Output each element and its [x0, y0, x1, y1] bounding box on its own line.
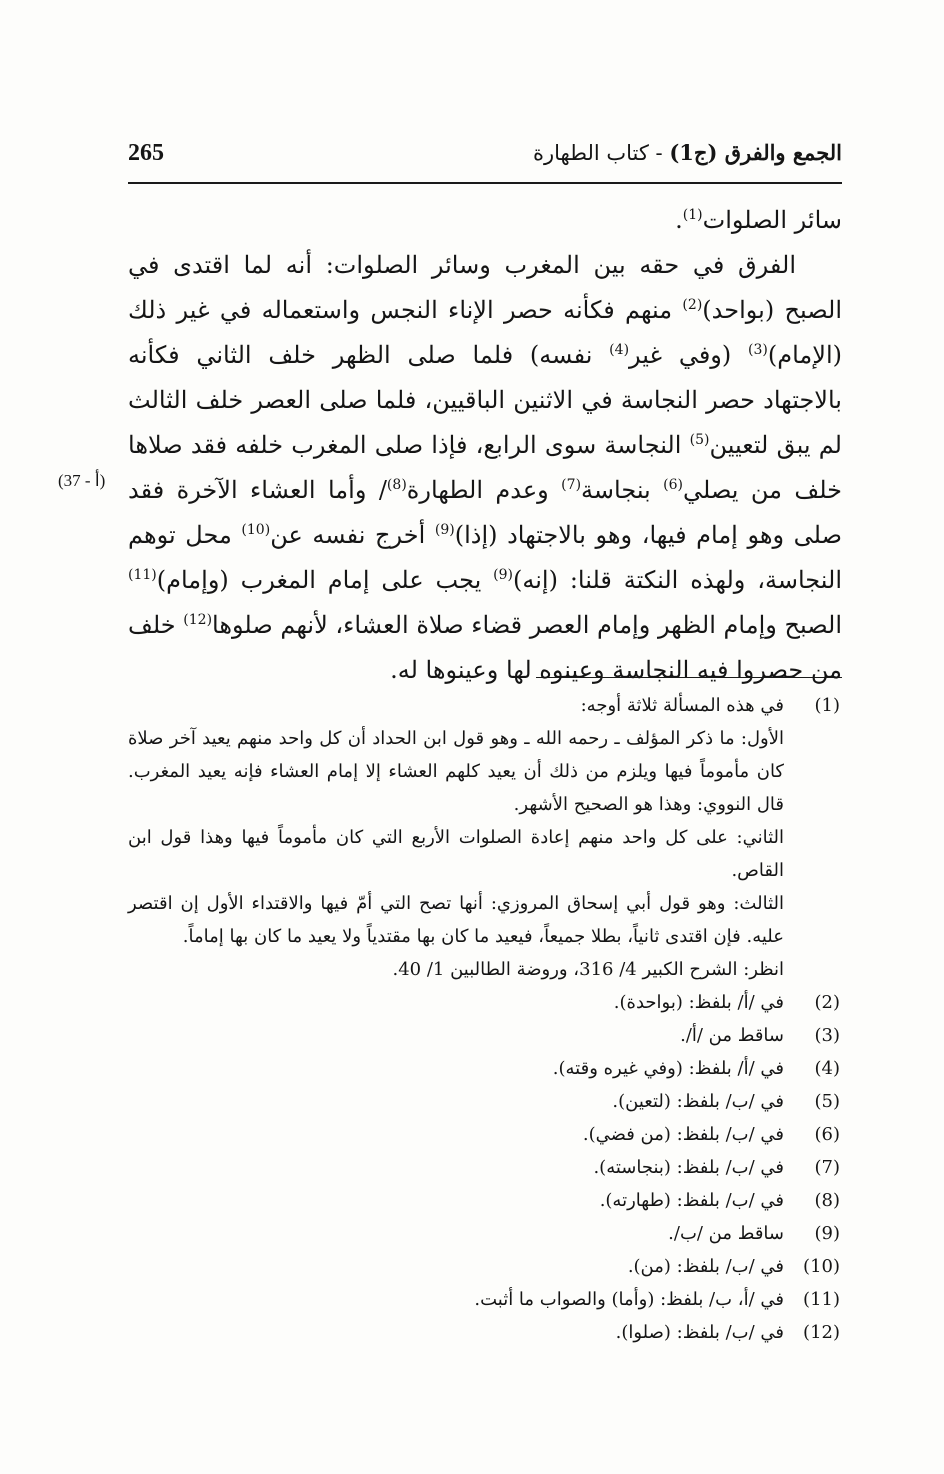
- footnote-2: [128, 986, 842, 1019]
- footnote-text: في /ب/ بلفظ: (لتعين).: [612, 1091, 784, 1112]
- footnote-text: في /أ/ بلفظ: (وفي غيره وقته).: [552, 1058, 784, 1079]
- text-run: سائر الصلوات: [702, 206, 842, 234]
- footnote-ref-9: (9): [434, 522, 455, 538]
- footnote-6: [128, 1118, 842, 1151]
- footnote-ref-12: (12): [183, 612, 213, 628]
- text-run: الفرق في حقه بين المغرب وسائر الصلوات: أنه لما اقتدى في الصبح (بواحد): [128, 251, 842, 324]
- text-run: نفسه) فلما صلى الظهر خلف الثاني فكأنه بالاجتهاد حصر النجاسة في الاثنين الباقيين، فلما صلى العصر خلف الثالث لم يبق لتعيين: [128, 341, 842, 459]
- text-run: بنجاسة: [581, 476, 664, 504]
- book-title: الجمع والفرق (ج1): [669, 140, 842, 165]
- title-separator: -: [648, 141, 670, 165]
- text-run: أخرج نفسه عن: [270, 521, 435, 549]
- footnote-text: في /ب/ بلفظ: (طهارته).: [599, 1190, 784, 1211]
- footnote-ref-6: (6): [663, 477, 683, 493]
- footnote-line: الأول: ما ذكر المؤلف ـ رحمه الله ـ وهو قول ابن الحداد أن كل واحد منهم يعيد آخر صلاة كان مأموماً فيها ويلزم من ذلك أن يعيد كلهم العشاء إلا إمام العشاء فإنه يعيد المغرب. قال النووي: وهذا هو الصحيح الأشهر.: [128, 728, 784, 815]
- footnote-text: في /ب/ بلفظ: (صلوا).: [615, 1322, 784, 1343]
- footnote-text: في /ب/ بلفظ: (من).: [627, 1256, 784, 1277]
- footnotes: [128, 689, 842, 1349]
- footnote-number: (8): [814, 1190, 840, 1211]
- footnote-12: [128, 1316, 842, 1349]
- footnote-ref-9b: (9): [493, 567, 513, 583]
- running-title: [533, 140, 842, 165]
- footnote-1: [128, 689, 842, 986]
- footnote-number: (12): [803, 1322, 840, 1343]
- footnote-text: ساقط من /أ/.: [680, 1025, 784, 1046]
- footnote-ref-1: (1): [682, 207, 703, 223]
- paragraph-1: [128, 198, 842, 243]
- footnote-line: الثاني: على كل واحد منهم إعادة الصلوات الأربع التي كان مأموماً فيها وهذا قول ابن القاص.: [128, 827, 784, 881]
- footnote-ref-2: (2): [682, 297, 703, 313]
- text-run: يجب على إمام المغرب (وإمام): [156, 566, 494, 594]
- footnote-line: انظر: الشرح الكبير 4/ 316، وروضة الطالبين 1/ 40.: [392, 959, 784, 980]
- footnote-ref-7: (7): [561, 477, 582, 493]
- footnote-5: [128, 1085, 842, 1118]
- footnote-number: (3): [814, 1025, 840, 1046]
- main-text: [128, 198, 842, 693]
- footnote-ref-11: (11): [128, 567, 157, 583]
- footnote-number: (4): [814, 1058, 840, 1079]
- footnote-number: (5): [814, 1091, 840, 1112]
- text-run: الصبح وإمام الظهر وإمام العصر قضاء صلاة العشاء، لأنهم صلوها: [212, 611, 842, 639]
- footnote-number: (10): [803, 1256, 840, 1277]
- footnote-3: [128, 1019, 842, 1052]
- footnote-text: في /ب/ بلفظ: (بنجاسته).: [593, 1157, 784, 1178]
- footnote-10: [128, 1250, 842, 1283]
- footnote-ref-10: (10): [241, 522, 271, 538]
- footnote-line: في هذه المسألة ثلاثة أوجه:: [580, 695, 784, 716]
- footnote-ref-3: (3): [748, 342, 768, 358]
- text-run: .: [675, 206, 683, 234]
- text-run: / وأما العشاء الآخرة فقد صلى وهو إمام فيها، وهو بالاجتهاد (إذا): [128, 476, 843, 549]
- page-number: 265: [128, 140, 164, 166]
- paragraph-2: [128, 243, 842, 693]
- footnote-7: [128, 1151, 842, 1184]
- footnote-number: (1): [814, 695, 840, 716]
- footnote-text: ساقط من /ب/.: [668, 1223, 784, 1244]
- text-run: وعدم الطهارة: [406, 476, 562, 504]
- text-run: منهم فكأنه حصر الإناء النجس واستعماله في غير ذلك (الإمام): [128, 296, 842, 369]
- text-run: محل توهم النجاسة، ولهذه النكتة قلنا: (إنه): [128, 521, 842, 594]
- footnote-rule: [536, 677, 842, 678]
- footnote-ref-8: (8): [386, 477, 407, 493]
- footnote-11: [128, 1283, 842, 1316]
- footnote-number: (9): [814, 1223, 840, 1244]
- footnote-ref-4: (4): [609, 342, 630, 358]
- footnote-ref-5: (5): [689, 432, 710, 448]
- footnote-number: (11): [803, 1289, 840, 1310]
- footnote-number: (2): [814, 992, 840, 1013]
- footnote-text: في /أ، ب/ بلفظ: (وأما) والصواب ما أثبت.: [474, 1289, 784, 1310]
- header-rule: [128, 182, 842, 184]
- footnote-text: في /أ/ بلفظ: (بواحدة).: [613, 992, 784, 1013]
- text-run: النجاسة سوى الرابع، فإذا صلى المغرب خلفه فقد صلاها خلف من يصلي: [128, 431, 842, 504]
- text-run: خلف من حصروا فيه النجاسة وعينوه لها وعينوها له.: [128, 611, 842, 684]
- footnote-9: [128, 1217, 842, 1250]
- text-run: (وفي غير: [629, 341, 749, 369]
- footnote-line: الثالث: وهو قول أبي إسحاق المروزي: أنها تصح التي أمّ فيها والاقتداء الأول إن اقتصر عليه. فإن اقتدى ثانياً، بطلا جميعاً، فيعيد ما كان بها مقتدياً ولا يعيد ما كان بها إماماً.: [128, 893, 784, 947]
- footnote-number: (6): [814, 1124, 840, 1145]
- chapter-title: كتاب الطهارة: [533, 141, 649, 165]
- footnote-4: [128, 1052, 842, 1085]
- footnote-number: (7): [814, 1157, 840, 1178]
- footnote-text: في /ب/ بلفظ: (من فضي).: [582, 1124, 784, 1145]
- manuscript-folio-note: (37 - أ): [58, 471, 106, 490]
- footnote-8: [128, 1184, 842, 1217]
